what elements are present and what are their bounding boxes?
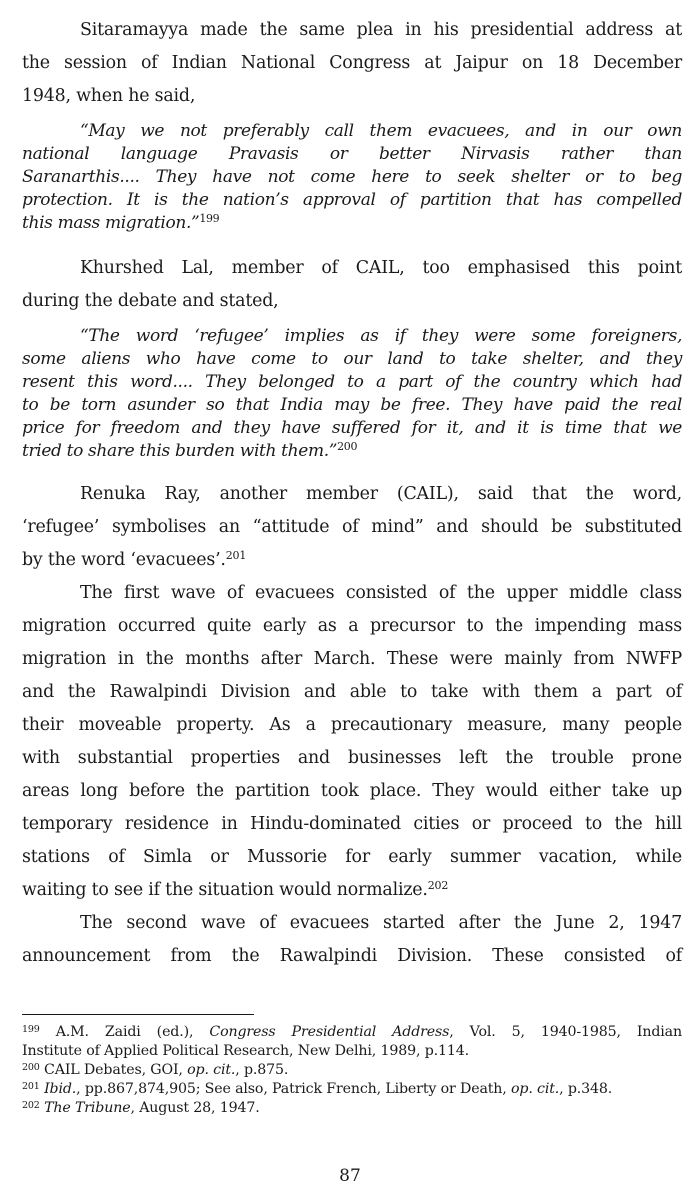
quote-line: resent this word.... They belonged to a part of the country which had	[22, 372, 682, 392]
paragraph-line: with substantial properties and businesses left the trouble prone	[22, 748, 682, 768]
paragraph-line: migration in the months after March. These were mainly from NWFP	[22, 649, 682, 669]
quote-line: some aliens who have come to our land to take shelter, and they	[22, 349, 682, 369]
quote-line: price for freedom and they have suffered for it, and it is time that we	[22, 418, 682, 438]
paragraph-line: their moveable property. As a precautionary measure, many people	[22, 715, 682, 735]
footnote: Institute of Applied Political Research, New Delhi, 1989, p.114.	[22, 1043, 470, 1059]
paragraph-line: areas long before the partition took place. They would either take up	[22, 781, 682, 801]
paragraph-line: migration occurred quite early as a precursor to the impending mass	[22, 616, 682, 636]
quote-line: Saranarthis.... They have not come here to seek shelter or to beg	[22, 167, 682, 187]
paragraph-line: stations of Simla or Mussorie for early summer vacation, while	[22, 847, 682, 867]
quote-line: this mass migration.”$^{199}$	[22, 212, 220, 233]
paragraph-line: the session of Indian National Congress at Jaipur on 18 December	[22, 53, 682, 73]
footnote: $^{202}$ The Tribune, August 28, 1947.	[22, 1100, 260, 1116]
footnote: $^{199}$ A.M. Zaidi (ed.), Congress Presidential Address, Vol. 5, 1940-1985, Indian	[22, 1024, 682, 1040]
quote-line: to be torn asunder so that India may be free. They have paid the real	[22, 395, 682, 415]
paragraph-line: Renuka Ray, another member (CAIL), said that the word,	[80, 484, 682, 504]
footnote: $^{200}$ CAIL Debates, GOI, op. cit., p.875.	[22, 1062, 289, 1078]
paragraph-line: temporary residence in Hindu-dominated cities or proceed to the hill	[22, 814, 682, 834]
paragraph-line: during the debate and stated,	[22, 291, 279, 311]
paragraph-line: Sitaramayya made the same plea in his presidential address at	[80, 20, 682, 40]
paragraph-line: and the Rawalpindi Division and able to take with them a part of	[22, 682, 682, 702]
footnote-ref: 200	[337, 440, 358, 453]
footnote: $^{201}$ Ibid., pp.867,874,905; See also, Patrick French, Liberty or Death, op. cit., p.348.	[22, 1081, 613, 1097]
quote-line: protection. It is the nation’s approval of partition that has compelled	[22, 190, 682, 210]
footnote-ref: 201	[225, 549, 247, 562]
paragraph-line: Khurshed Lal, member of CAIL, too emphasised this point	[80, 258, 682, 278]
paragraph-line: 1948, when he said,	[22, 86, 196, 106]
footnote-ref: 202	[427, 879, 449, 892]
paragraph-line: by the word ‘evacuees’.$^{201}$	[22, 549, 247, 570]
quote-line: tried to share this burden with them.”$^{200}$	[22, 440, 358, 461]
page-number: 87	[339, 1166, 361, 1186]
paragraph-line: The first wave of evacuees consisted of the upper middle class	[80, 583, 682, 603]
quote-line: national language Pravasis or better Nirvasis rather than	[22, 144, 682, 164]
paragraph-line: The second wave of evacuees started after the June 2, 1947	[80, 913, 682, 933]
quote-line: “May we not preferably call them evacuees, and in our own	[80, 121, 682, 141]
footnote-separator	[22, 1014, 254, 1015]
paragraph-line: waiting to see if the situation would normalize.$^{202}$	[22, 879, 449, 900]
footnote-ref: 199	[199, 212, 220, 225]
quote-line: “The word ‘refugee’ implies as if they were some foreigners,	[80, 326, 682, 346]
paragraph-line: announcement from the Rawalpindi Division. These consisted of	[22, 946, 682, 966]
paragraph-line: ‘refugee’ symbolises an “attitude of mind” and should be substituted	[22, 517, 682, 537]
